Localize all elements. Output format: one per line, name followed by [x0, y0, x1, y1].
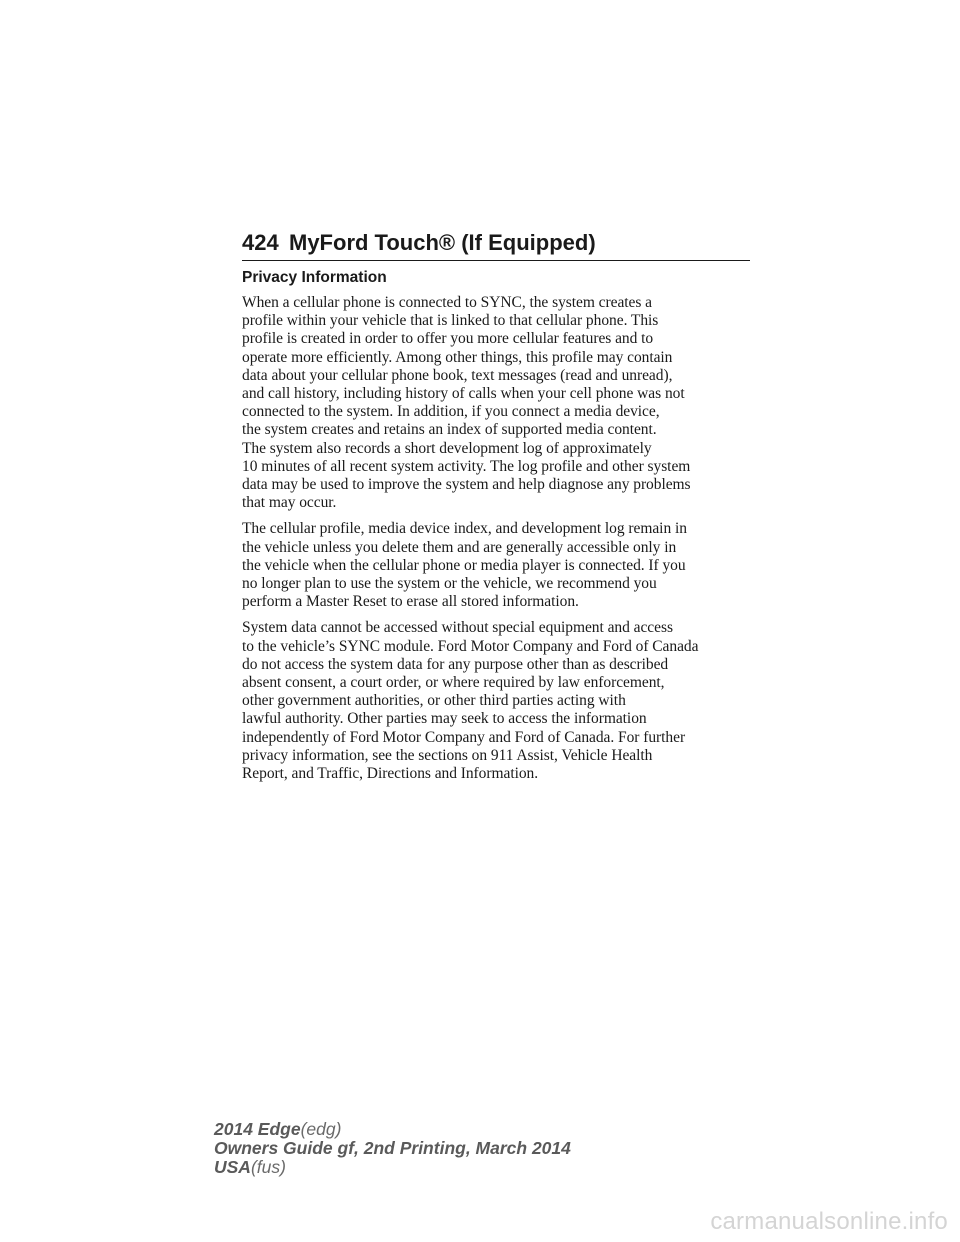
text-line: the vehicle unless you delete them and are generally accessible only in: [242, 538, 677, 556]
text-line: The system also records a short development log of approximately: [242, 439, 652, 457]
text-line: to the vehicle’s SYNC module. Ford Motor Company and Ford of Canada: [242, 637, 699, 655]
text-line: other government authorities, or other third parties acting with: [242, 692, 626, 710]
text-line: the vehicle when the cellular phone or media player is connected. If you: [242, 556, 686, 574]
text-line: profile is created in order to offer you more cellular features and to: [242, 330, 654, 348]
footer-model-code: (edg): [300, 1119, 342, 1139]
text-line: and call history, including history of calls when your cell phone was not: [242, 385, 685, 403]
text-line: independently of Ford Motor Company and Ford of Canada. For further: [242, 728, 686, 746]
text-line: 10 minutes of all recent system activity. The log profile and other system: [242, 457, 691, 475]
text-line: connected to the system. In addition, if you connect a media device,: [242, 403, 660, 421]
footer-model: 2014 Edge: [214, 1119, 301, 1139]
footer-model-line: [214, 1120, 571, 1139]
page-footer: [214, 1120, 571, 1177]
text-line: privacy information, see the sections on 911 Assist, Vehicle Health: [242, 746, 653, 764]
text-line: no longer plan to use the system or the vehicle, we recommend you: [242, 575, 657, 593]
text-line: System data cannot be accessed without special equipment and access: [242, 619, 673, 637]
chapter-title: MyFord Touch® (If Equipped): [289, 230, 596, 255]
text-line: perform a Master Reset to erase all stored information.: [242, 593, 579, 611]
page-content: [242, 268, 752, 791]
footer-market-line: [214, 1158, 571, 1177]
section-title: Privacy Information: [242, 269, 387, 286]
footer-market: USA: [214, 1157, 251, 1177]
paragraph-1: [242, 294, 752, 512]
paragraph-3: [242, 619, 752, 783]
footer-guide: Owners Guide gf, 2nd Printing, March 2014: [214, 1138, 571, 1158]
text-line: data may be used to improve the system and help diagnose any problems: [242, 476, 691, 494]
text-line: the system creates and retains an index of supported media content.: [242, 421, 657, 439]
text-line: lawful authority. Other parties may seek to access the information: [242, 710, 647, 728]
text-line: operate more efficiently. Among other things, this profile may contain: [242, 348, 673, 366]
text-line: When a cellular phone is connected to SYNC, the system creates a: [242, 294, 652, 311]
paragraph-2: [242, 520, 752, 611]
watermark: carmanualsonline.info: [710, 1208, 948, 1235]
text-line: that may occur.: [242, 494, 337, 512]
text-line: absent consent, a court order, or where required by law enforcement,: [242, 674, 665, 692]
text-line: Report, and Traffic, Directions and Information.: [242, 765, 539, 783]
text-line: profile within your vehicle that is linked to that cellular phone. This: [242, 312, 659, 330]
text-line: data about your cellular phone book, text messages (read and unread),: [242, 366, 673, 384]
text-line: The cellular profile, media device index, and development log remain in: [242, 520, 687, 538]
footer-market-code: (fus): [250, 1157, 286, 1177]
text-line: do not access the system data for any purpose other than as described: [242, 655, 669, 673]
page-number: 424: [242, 230, 279, 255]
page-header: [242, 226, 750, 261]
